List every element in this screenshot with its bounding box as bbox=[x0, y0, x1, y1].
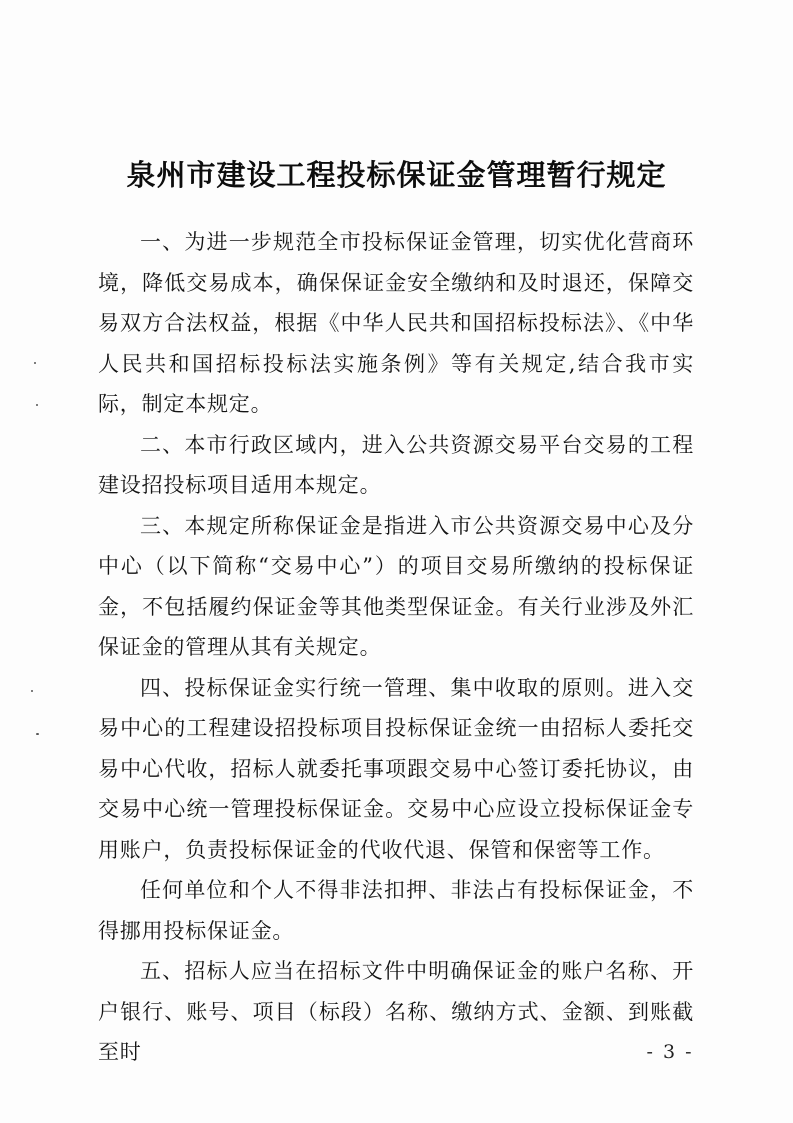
paragraph-6: 五、招标人应当在招标文件中明确保证金的账户名称、开户银行、账号、项目（标段）名称、缴纳方式、金额、到账截至时 bbox=[98, 959, 694, 1064]
paragraph-2: 二、本市行政区域内，进入公共资源交易平台交易的工程建设招投标项目适用本规定。 bbox=[98, 432, 694, 497]
paragraph-4: 四、投标保证金实行统一管理、集中收取的原则。进入交易中心的工程建设招投标项目投标保证金统一由招标人委托交易中心代收，招标人就委托事项跟交易中心签订委托协议，由交易中心统一管理投标保证金。交易中心应设立投标保证金专用账户，负责投标保证金的代收代退、保管和保密等工作。 bbox=[98, 675, 694, 862]
paragraph-3: 三、本规定所称保证金是指进入市公共资源交易中心及分中心（以下简称“交易中心”）的项目交易所缴纳的投标保证金，不包括履约保证金等其他类型保证金。有关行业涉及外汇保证金的管理从其有关规定。 bbox=[98, 513, 694, 659]
page-number: - 3 - bbox=[646, 1041, 694, 1063]
scan-speck bbox=[31, 690, 33, 692]
scan-speck bbox=[36, 733, 39, 735]
paragraph-1: 一、为进一步规范全市投标保证金管理，切实优化营商环境，降低交易成本，确保保证金安全缴纳和及时退还，保障交易双方合法权益，根据《中华人民共和国招标投标法》、《中华人民共和国招标投标法实施条例》等有关规定,结合我市实际，制定本规定。 bbox=[98, 230, 694, 416]
page-title: 泉州市建设工程投标保证金管理暂行规定 bbox=[126, 158, 667, 193]
paragraph-5: 任何单位和个人不得非法扣押、非法占有投标保证金，不得挪用投标保证金。 bbox=[98, 878, 694, 943]
document-body bbox=[98, 222, 694, 1073]
scan-speck bbox=[36, 404, 38, 406]
scan-speck bbox=[34, 362, 36, 364]
